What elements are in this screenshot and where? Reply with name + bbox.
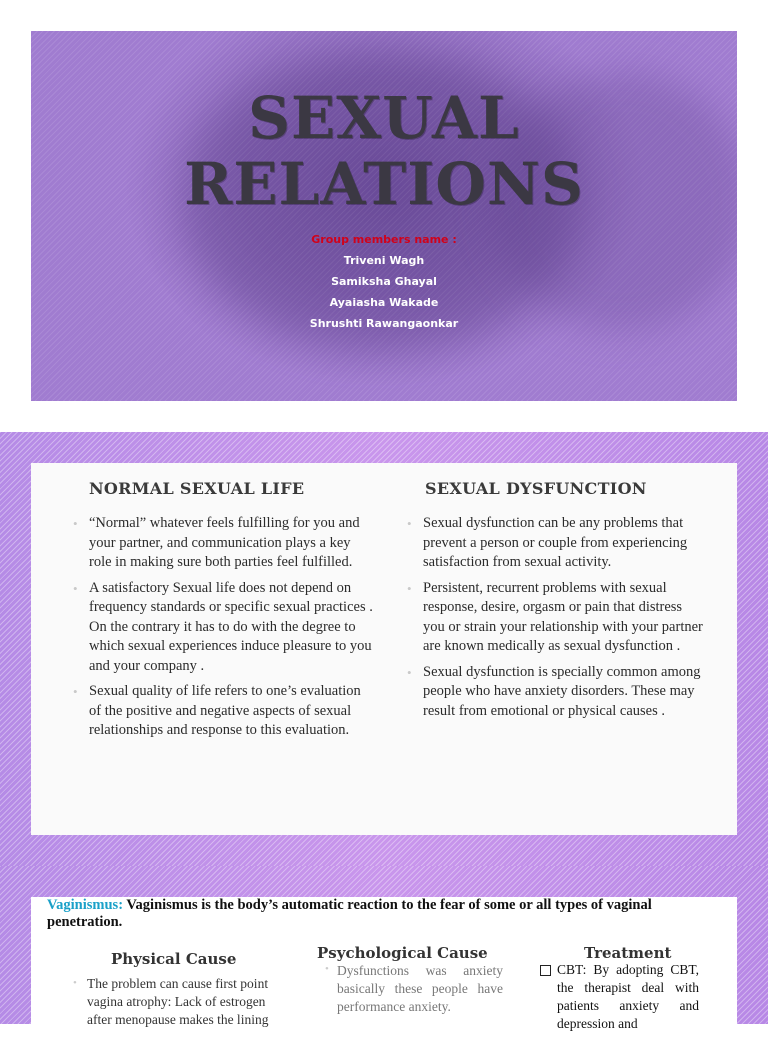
column-heading: SEXUAL DYSFUNCTION <box>425 479 647 498</box>
treatment-text: CBT: By adopting CBT, the therapist deal with patients anxiety and depression and <box>557 962 699 1031</box>
bullet-list <box>73 514 373 741</box>
list-item: • Sexual quality of life refers to one’s evaluation of the positive and negative aspects of sexual relationships and response to this evaluation. <box>73 682 373 741</box>
checkbox-bullet-icon <box>540 965 551 976</box>
column-heading: NORMAL SEXUAL LIFE <box>89 479 305 498</box>
member-name: Triveni Wagh <box>343 254 425 267</box>
title-slide <box>31 31 737 401</box>
psychological-cause-text: Dysfunctions was anxiety basically these people have performance anxiety. <box>337 963 503 1014</box>
member-name: Samiksha Ghayal <box>331 275 437 288</box>
list-item: • “Normal” whatever feels fulfilling for you and your partner, and communication plays a key role in making sure both parties feel fulfilled. <box>73 514 373 573</box>
list-item: • Persistent, recurrent problems with sexual response, desire, orgasm or pain that distress you or strain your relationship with your partner are known medically as sexual dysfunction . <box>407 579 707 657</box>
physical-cause-text: The problem can cause first point vagina atrophy: Lack of estrogen after menopause makes the lining <box>87 976 269 1027</box>
list-item: • Sexual dysfunction can be any problems that prevent a person or couple from experiencing satisfaction from sexual activity. <box>407 514 707 573</box>
content-panel <box>31 897 737 1037</box>
member-name: Shrushti Rawangaonkar <box>309 317 459 330</box>
members-heading: Group members name : <box>311 233 457 246</box>
normal-sexual-life-column <box>73 479 373 747</box>
list-item: • Sexual dysfunction is specially common among people who have anxiety disorders. These may result from emotional or physical causes . <box>407 663 707 722</box>
psychological-cause-heading: Psychological Cause <box>317 944 488 962</box>
slide-title-line1: SEXUAL <box>248 84 520 152</box>
treatment-heading: Treatment <box>584 944 672 962</box>
bullet-list <box>407 514 707 721</box>
slide-title-line2: RELATIONS <box>184 150 584 218</box>
physical-cause-heading: Physical Cause <box>111 950 237 968</box>
content-panel <box>31 463 737 835</box>
term-label: Vaginismus: <box>47 897 124 913</box>
content-slide <box>0 432 768 868</box>
vaginismus-definition <box>47 897 727 931</box>
definition-text: Vaginismus is the body’s automatic reaction to the fear of some or all types of vaginal penetration. <box>47 897 652 930</box>
vaginismus-slide <box>0 866 768 1031</box>
group-members <box>31 229 737 334</box>
list-item: • A satisfactory Sexual life does not depend on frequency standards or specific sexual practices . On the contrary it has to do with the degree to which sexual experiences induce pleasure to you and your company . <box>73 579 373 677</box>
member-name: Ayaiasha Wakade <box>329 296 439 309</box>
bullet-marker: • <box>325 963 329 975</box>
sexual-dysfunction-column <box>407 479 707 727</box>
bullet-marker: • <box>73 977 77 989</box>
